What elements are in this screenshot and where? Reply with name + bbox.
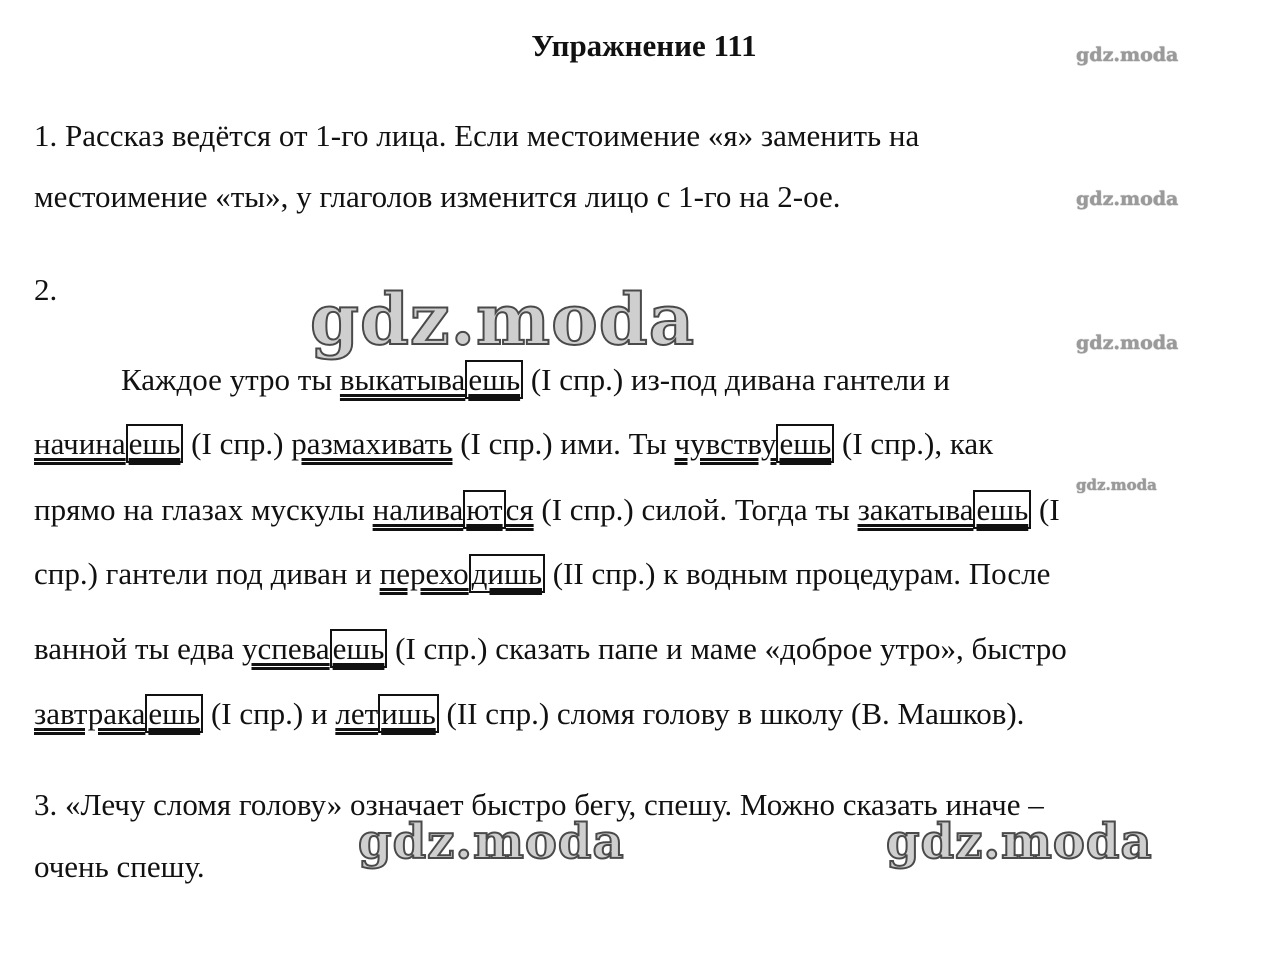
text-segment: ванной ты едва: [34, 631, 242, 666]
verb-stem: начина: [34, 426, 126, 461]
verb-perekhodish: [380, 554, 545, 593]
verb-stem: успева: [242, 631, 330, 666]
verb-ending-box: ишь: [378, 694, 439, 733]
text-segment: (II спр.) сломя голову в школу (В. Машков).: [438, 696, 1025, 731]
verb-ending-box: ешь: [126, 424, 184, 463]
verb-letish: [335, 694, 438, 733]
watermark-large: gdz.moda: [358, 814, 625, 870]
item3-line2: очень спешу.: [34, 849, 205, 884]
verb-zakatyvaesh: [858, 490, 1032, 529]
verb-uspevaesh: [242, 629, 387, 668]
text-segment: (I спр.) сказать папе и маме «доброе утро», быстро: [387, 631, 1067, 666]
verb-stem: выкатыва: [339, 362, 466, 397]
text-line-4: [34, 554, 1050, 594]
item3-line1: 3. «Лечу сломя голову» означает быстро бегу, спешу. Можно сказать иначе –: [34, 787, 1044, 822]
verb-stem: налива: [372, 492, 464, 527]
watermark-small: gdz.moda: [1076, 332, 1179, 354]
text-segment: (I спр.) ими. Ты: [452, 426, 675, 461]
text-segment: (I спр.), как: [834, 426, 994, 461]
text-segment: (I спр.) и: [203, 696, 336, 731]
verb-nalivayutsya: [373, 490, 534, 529]
verb-ending-box: ют: [463, 490, 505, 529]
verb-razmakhivat: размахивать: [291, 426, 453, 461]
verb-ending-box: дишь: [469, 554, 545, 593]
verb-zavtrakaesh: [34, 694, 203, 733]
watermark-small: gdz.moda: [1076, 188, 1179, 210]
text-segment: (I спр.): [183, 426, 292, 461]
verb-ending-box: ешь: [465, 360, 523, 399]
text-segment: (II спр.) к водным процедурам. После: [545, 556, 1051, 591]
watermark-large: gdz.moda: [310, 278, 696, 361]
verb-ending-box: ешь: [973, 490, 1031, 529]
watermark-small: gdz.moda: [1076, 44, 1179, 66]
text-segment: прямо на глазах мускулы: [34, 492, 373, 527]
verb-chuvstvuesh: [675, 424, 835, 463]
verb-ending-box: ешь: [776, 424, 834, 463]
item1-line1: 1. Рассказ ведётся от 1-го лица. Если местоимение «я» заменить на: [34, 118, 920, 153]
verb-vykatyvaesh: [340, 360, 523, 399]
verb-stem: завтрака: [34, 696, 146, 731]
verb-stem: чувству: [674, 426, 777, 461]
item1-line2: местоимение «ты», у глаголов изменится лицо с 1-го на 2-ое.: [34, 179, 841, 214]
page-title: Упражнение 111: [531, 28, 757, 63]
verb-ending-box: ешь: [145, 694, 203, 733]
item2-number: 2.: [34, 272, 58, 307]
text-segment: (I спр.) силой. Тогда ты: [533, 492, 858, 527]
watermark-large: gdz.moda: [886, 814, 1153, 870]
text-line-6: [34, 694, 1024, 734]
text-segment: спр.) гантели под диван и: [34, 556, 380, 591]
text-segment: Каждое утро ты: [121, 362, 340, 397]
text-segment: (I спр.) из-под дивана гантели и: [523, 362, 951, 397]
text-line-3: [34, 490, 1060, 530]
text-line-1: [121, 360, 950, 400]
verb-nachinaesh: [34, 424, 183, 463]
text-segment: (I: [1031, 492, 1060, 527]
verb-stem: перехо: [379, 556, 469, 591]
text-line-2: [34, 424, 993, 464]
verb-ending-box: ешь: [330, 629, 388, 668]
verb-stem: лет: [335, 696, 379, 731]
watermark-small: gdz.moda: [1076, 476, 1157, 494]
verb-stem: закатыва: [857, 492, 974, 527]
text-line-5: [34, 629, 1067, 669]
verb-postfix: ся: [505, 492, 534, 527]
